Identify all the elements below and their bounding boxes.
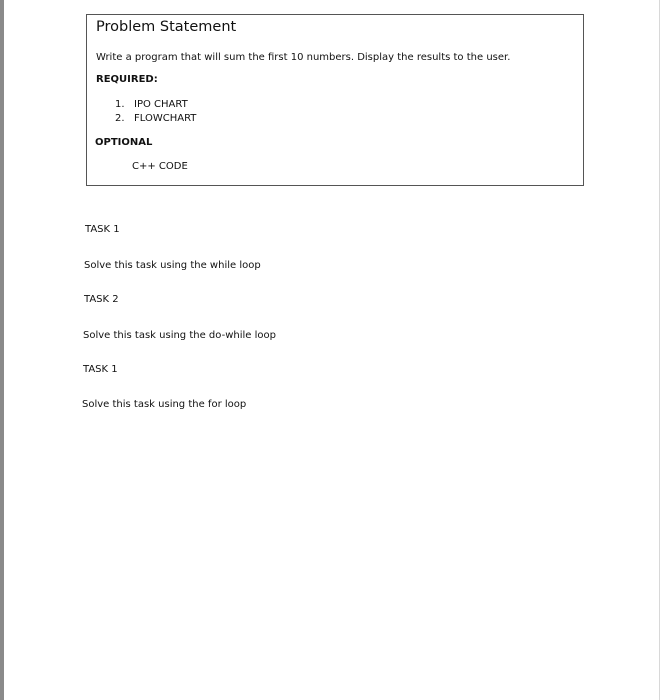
required-label: REQUIRED:	[96, 74, 158, 85]
required-item-text: IPO CHART	[134, 99, 188, 110]
task-heading: TASK 1	[83, 364, 118, 375]
required-item-number: 1.	[115, 99, 125, 110]
required-item	[115, 112, 196, 126]
task-description: Solve this task using the while loop	[84, 260, 261, 271]
task-description: Solve this task using the for loop	[82, 399, 247, 410]
page-left-edge	[0, 0, 4, 700]
task-heading: TASK 2	[84, 294, 119, 305]
required-list	[115, 98, 196, 126]
task-heading: TASK 1	[85, 224, 120, 235]
task-description: Solve this task using the do-while loop	[83, 330, 276, 341]
problem-title: Problem Statement	[96, 19, 237, 35]
required-item	[115, 98, 196, 112]
required-item-number: 2.	[115, 113, 125, 124]
required-item-text: FLOWCHART	[134, 113, 197, 124]
problem-statement-box	[86, 14, 584, 186]
optional-label: OPTIONAL	[95, 137, 153, 148]
optional-item: C++ CODE	[132, 161, 188, 172]
problem-description: Write a program that will sum the first 10 numbers. Display the results to the user.	[96, 52, 511, 63]
